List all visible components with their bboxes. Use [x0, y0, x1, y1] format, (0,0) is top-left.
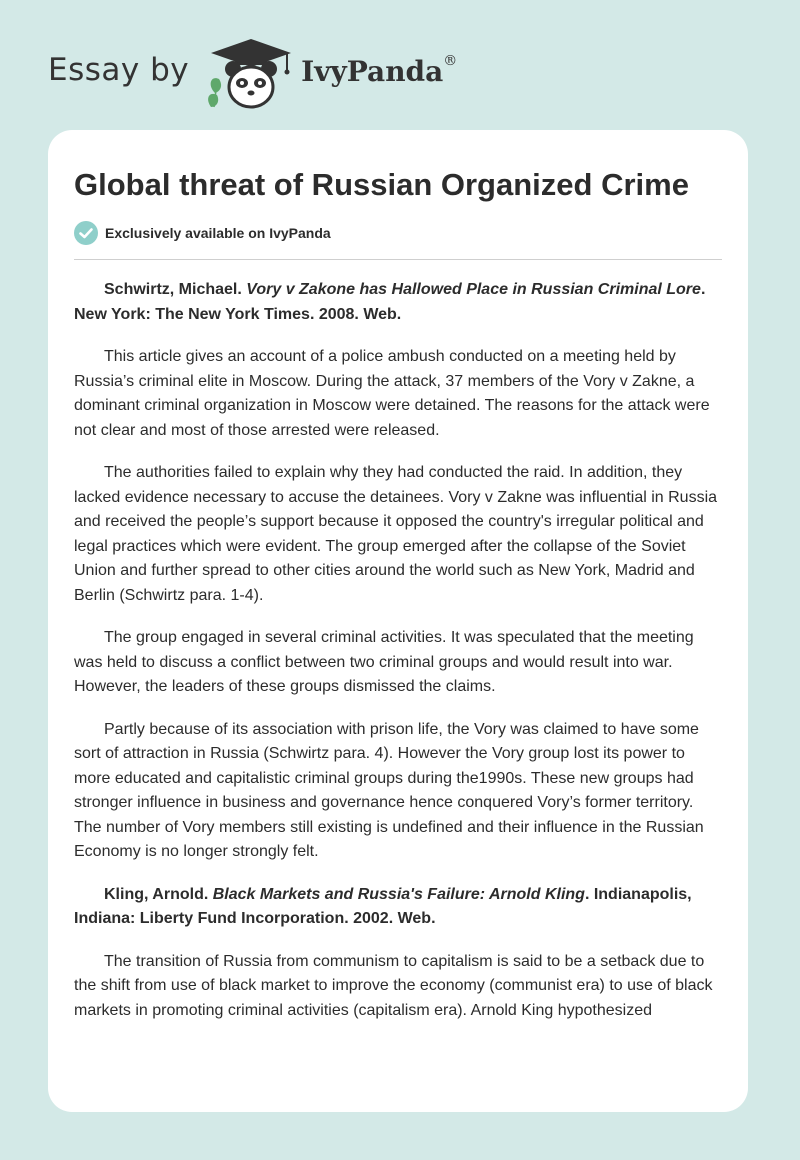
- reference-author: Kling, Arnold.: [104, 885, 209, 903]
- brand-prefix: Essay by: [48, 52, 190, 88]
- exclusive-badge-text: Exclusively available on IvyPanda: [105, 225, 331, 241]
- page-title: Global threat of Russian Organized Crime: [74, 167, 689, 202]
- exclusive-badge: [74, 221, 722, 245]
- brand-name[interactable]: [301, 52, 458, 88]
- reference-author: Schwirtz, Michael.: [104, 281, 242, 298]
- reference-title: Vory v Zakone has Hallowed Place in Russian Criminal Lore: [246, 281, 701, 298]
- reference-details: . Indianapolis, Indiana: Liberty Fund Incorporation. 2002. Web.: [74, 885, 692, 927]
- body-paragraph: The transition of Russia from communism to capitalism is said to be a setback due to the shift from use of black market to improve the economy (communist era) to use of black markets in promoting criminal activities (capitalism era). Arnold King hypothesized: [74, 952, 713, 1019]
- brand-name-text: IvyPanda: [301, 54, 444, 88]
- registered-mark: ®: [443, 52, 458, 69]
- reference-entry: [74, 883, 724, 932]
- reference-details: . New York: The New York Times. 2008. Web.: [74, 281, 706, 323]
- panda-graduation-cap-icon[interactable]: [205, 37, 297, 111]
- check-circle-icon: [74, 221, 98, 245]
- reference-entry: [74, 278, 724, 327]
- divider: [74, 259, 722, 260]
- article-body: [74, 278, 722, 1023]
- body-paragraph: The authorities failed to explain why they had conducted the raid. In addition, they lacked evidence necessary to accuse the detainees. Vory v Zakne was influential in Russia and received the people’s support because it opposed the country's irregular political and legal practices which were evident. The group emerged after the collapse of the Soviet Union and further spread to other cities around the world such as New York, Madrid and Berlin (Schwirtz para. 1-4).: [74, 464, 718, 604]
- article-card: [48, 130, 748, 1112]
- body-paragraph: Partly because of its association with prison life, the Vory was claimed to have some sort of attraction in Russia (Schwirtz para. 4). However the Vory group lost its power to more educated and capitalistic criminal groups during the1990s. These new groups had stronger influence in business and governance hence conquered Vory’s former territory. The number of Vory members still existing is undefined and their influence in the Russian Economy is no longer strongly felt.: [74, 720, 704, 860]
- reference-title: Black Markets and Russia's Failure: Arnold Kling: [212, 885, 585, 903]
- body-paragraph: This article gives an account of a police ambush conducted on a meeting held by Russia’s criminal elite in Moscow. During the attack, 37 members of the Vory v Zakne, a dominant criminal organization in Moscow were detained. The reasons for the attack were not clear and most of those arrested were released.: [74, 348, 710, 439]
- site-header: [48, 34, 457, 114]
- body-paragraph: The group engaged in several criminal activities. It was speculated that the meeting was held to discuss a conflict between two criminal groups and would result into war. However, the leaders of these groups dismissed the claims.: [74, 629, 694, 695]
